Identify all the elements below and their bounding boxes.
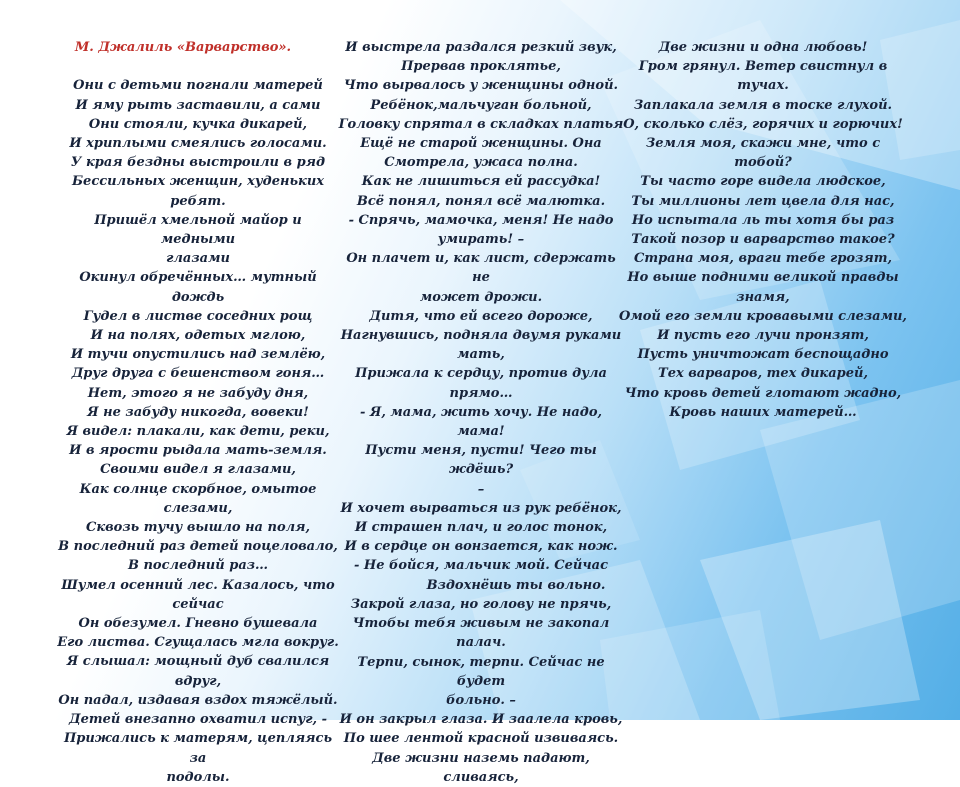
poem-line: И страшен плач, и голос тонок, <box>354 520 608 536</box>
poem-line: И пусть его лучи пронзят, <box>657 328 869 344</box>
poem-title: М. Джалиль «Варварство». <box>74 40 292 55</box>
poem-line: Кровь наших матерей… <box>669 404 857 420</box>
poem-line: Ребёнок,мальчуган больной, <box>370 97 592 113</box>
poem-line: Они стояли, кучка дикарей, <box>88 116 308 132</box>
poem-line: сейчас <box>172 596 224 612</box>
poem-line: Земля моя, скажи мне, что с тобой? <box>645 136 881 171</box>
poem-line: И выстрела раздался резкий звук, <box>345 40 617 55</box>
poem-line: Что вырвалось у женщины одной. <box>343 78 619 94</box>
poem-line: Его листва. Сгущалась мгла вокруг. <box>57 635 339 651</box>
poem-line: Как не лишиться ей рассудка! <box>361 174 601 190</box>
poem-line: Головку спрятал в складках платья <box>338 116 624 132</box>
poem-line: Ты миллионы лет цвела для нас, <box>631 193 895 209</box>
poem-line: Всё понял, понял всё малютка. <box>356 193 606 209</box>
poem-line: Смотрела, ужаса полна. <box>384 155 578 171</box>
poem-line: Пусть уничтожат беспощадно <box>637 347 889 363</box>
poem-line: умирать! – <box>437 232 525 248</box>
poem-line: Дитя, что ей всего дороже, <box>369 308 593 324</box>
poem-line: Закрой глаза, но голову не прячь, <box>350 596 612 612</box>
poem-line: может дрожи. <box>419 289 543 305</box>
poem-line: Детей внезапно охватил испуг, - <box>69 712 327 728</box>
poem-line: мать, <box>457 347 505 363</box>
poem-line: И хриплыми смеялись голосами. <box>69 136 327 151</box>
poem-line: В последний раз детей поцеловало, <box>58 539 338 555</box>
poem-line: И он закрыл глаза. И заалела кровь, <box>339 712 623 728</box>
poem-line: знамя, <box>736 289 790 305</box>
poem-line: больно. – <box>446 692 516 708</box>
poem-line: И яму рыть заставили, а сами <box>75 97 321 113</box>
poem-line: Страна моя, враги тебе грозят, <box>633 251 893 267</box>
poem-line: - Не бойся, мальчик мой. Сейчас <box>353 558 608 574</box>
poem-column-2 <box>338 38 624 787</box>
poem-line: В последний раз… <box>127 558 269 574</box>
poem-line: Ты часто горе видела людское, <box>640 174 886 190</box>
poem-line: Он плачет и, как лист, сдержать не <box>346 251 616 286</box>
poem-line: Но выше подними великой правды <box>627 270 899 286</box>
poem-line: Пусти меня, пусти! Чего ты ждёшь? <box>365 443 597 478</box>
poem-line: И на полях, одетых мглою, <box>90 328 306 344</box>
poem-line: Омой его земли кровавыми слезами, <box>619 308 907 324</box>
poem-line: У края бездны выстроили в ряд <box>70 155 326 171</box>
poem-line: И в ярости рыдала мать-земля. <box>69 443 327 459</box>
poem-line: Прижала к сердцу, против дула <box>355 366 607 382</box>
poem-line: По шее лентой красной извиваясь. <box>343 731 619 747</box>
poem-line: И в сердце он вонзается, как нож. <box>344 539 618 555</box>
poem-line: Чтобы тебя живым не закопал палач. <box>352 616 610 651</box>
poem-line: Вздохнёшь ты вольно. <box>426 577 606 593</box>
poem-line: И хочет вырваться из рук ребёнок, <box>340 500 622 516</box>
poem-line: Как солнце скорбное, омытое слезами, <box>79 481 317 516</box>
poem-line: Бессильных женщин, худеньких ребят. <box>71 174 325 209</box>
poem-column-3 <box>618 38 908 422</box>
poem-line: Гром грянул. Ветер свистнул в тучах. <box>638 59 888 94</box>
poem-line: – <box>477 481 485 497</box>
poem-line: Я не забуду никогда, вовеки! <box>87 404 309 420</box>
poem-line: Своими видел я глазами, <box>100 462 296 478</box>
poem-line: Шумел осенний лес. Казалось, что <box>61 577 335 593</box>
poem-line: Он обезумел. Гневно бушевала <box>78 616 318 632</box>
poem-line: О, сколько слёз, горячих и горючих! <box>623 116 903 132</box>
poem-line: Нет, этого я не забуду дня, <box>87 385 309 401</box>
poem-line: Я слышал: мощный дуб свалился вдруг, <box>66 654 330 689</box>
poem-line: Друг друга с бешенством гоня… <box>71 366 325 382</box>
poem-line: Но испытала ль ты хотя бы раз <box>631 212 895 228</box>
poem-line: Сквозь тучу вышло на поля, <box>85 520 311 536</box>
poem-column-1 <box>56 38 340 787</box>
poem-line: Они с детьми погнали матерей <box>73 78 323 94</box>
poem-line: - Я, мама, жить хочу. Не надо, мама! <box>359 404 603 440</box>
poem-line: Прервав проклятье, <box>401 59 561 75</box>
poem-line: Гудел в листве соседних рощ <box>83 308 313 324</box>
poem-line: Заплакала земля в тоске глухой. <box>633 97 893 113</box>
poem-line: Я видел: плакали, как дети, реки, <box>66 424 330 440</box>
poem-line: глазами <box>166 251 230 267</box>
poem-line: Терпи, сынок, терпи. Сейчас не будет <box>357 654 605 689</box>
poem-line: Окинул обречённых… мутный дождь <box>79 270 317 305</box>
poem-line: Что кровь детей глотают жадно, <box>624 385 902 401</box>
poem-line: Две жизни наземь падают, сливаясь, <box>372 750 590 785</box>
poem-line: Тех варваров, тех дикарей, <box>658 366 868 382</box>
poem-line: Он падал, издавая вздох тяжёлый. <box>58 692 338 708</box>
poem-line: - Спрячь, мамочка, меня! Не надо <box>348 212 614 228</box>
poem-line: прямо… <box>449 385 513 401</box>
poem-line: Пришёл хмельной майор и медными <box>94 212 302 248</box>
poem-line: Прижались к матерям, цепляясь за <box>63 731 333 766</box>
poem-line: Нагнувшись, подняла двумя руками <box>340 328 622 344</box>
poem-line: Ещё не старой женщины. Она <box>360 136 602 152</box>
poem-line: И тучи опустились над землёю, <box>70 347 326 363</box>
poem-line: Такой позор и варварство такое? <box>631 232 895 248</box>
poem-line: Две жизни и одна любовь! <box>658 40 868 55</box>
poem-line: подолы. <box>166 769 230 785</box>
